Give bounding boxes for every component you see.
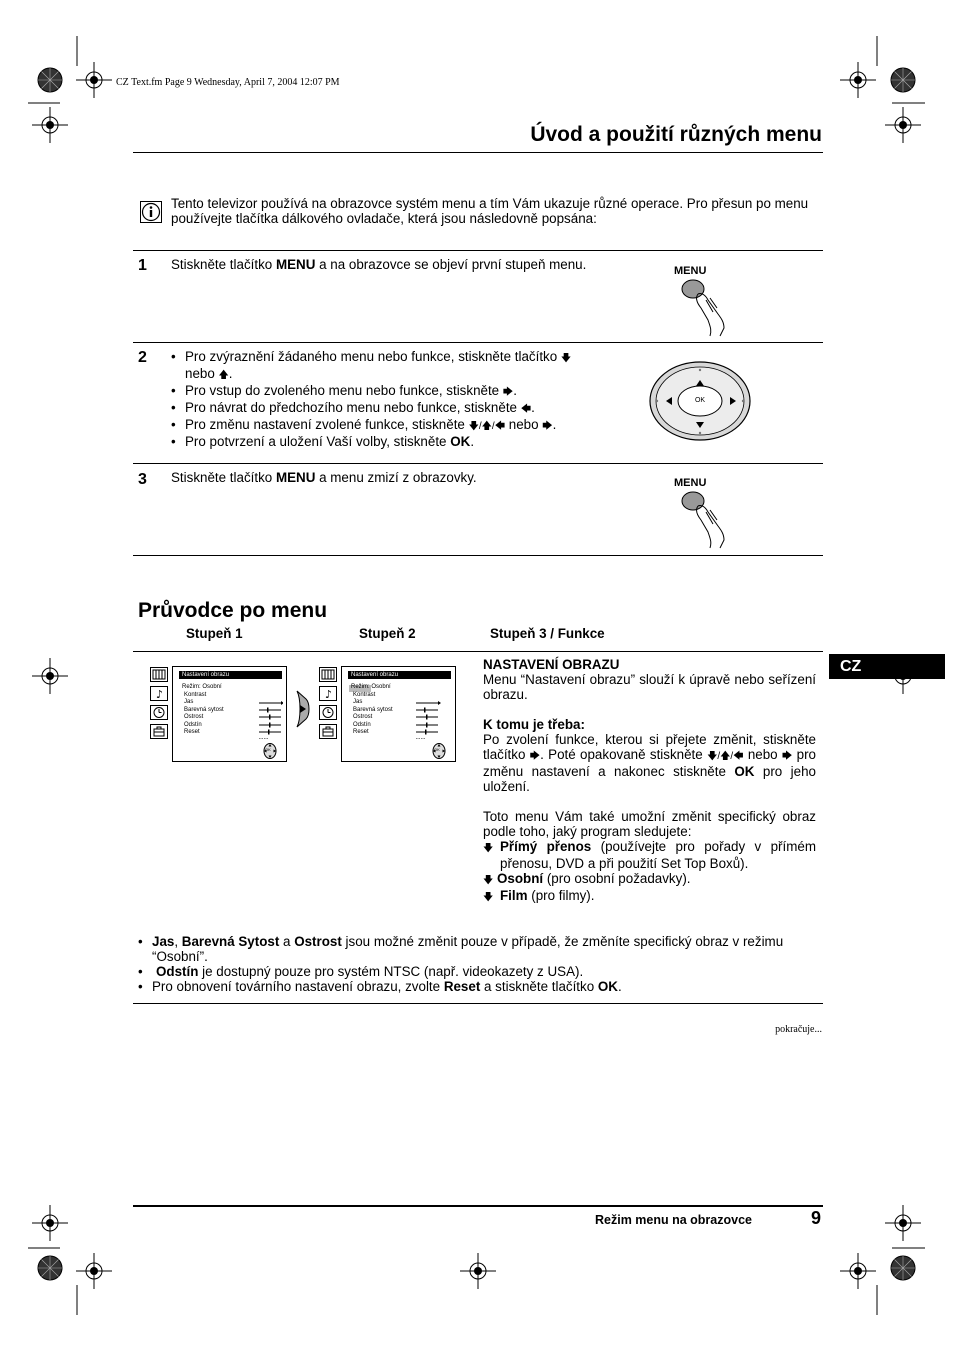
svg-text:♪: ♪ <box>156 688 164 700</box>
hand-press-menu-icon <box>680 490 732 550</box>
menu-item: Reset <box>184 729 200 735</box>
menu-item: Odstín <box>353 721 371 728</box>
column-header: Stupeň 2 <box>359 626 416 641</box>
menu-item: Kontrast <box>353 691 376 698</box>
note-item: • Pro obnovení továrního nastavení obrazu, zvolte Reset a stiskněte tlačítko OK. <box>138 979 818 994</box>
notes <box>138 934 818 994</box>
menu-sliders <box>257 684 283 739</box>
menu-item: Kontrast <box>184 691 207 698</box>
howto-title: K tomu je třeba: <box>483 717 585 732</box>
ok-mini-label: OK <box>434 747 440 752</box>
bullet-item: • Pro zvýraznění žádaného menu nebo funkce, stiskněte tlačítko 🡇 nebo 🡅. <box>171 349 601 383</box>
picture-icon <box>319 667 337 682</box>
bullet-item: • Pro potvrzení a uložení Vaší volby, stiskněte OK. <box>171 434 601 449</box>
menu-panel <box>172 666 287 762</box>
page-number: 9 <box>811 1208 822 1228</box>
menu-panel <box>341 666 456 762</box>
language-tab: CZ <box>829 654 945 679</box>
sound-icon <box>319 686 337 701</box>
menu-item: Barevná sytost <box>184 706 224 713</box>
menu-title: Nastavení obrazu <box>348 671 451 679</box>
title-rule <box>133 152 823 153</box>
note-item: • Jas, Barevná Sytost a Ostrost jsou možné změnit pouze v případě, že změníte specifický obraz v režimu “Osobní”. <box>138 934 818 964</box>
picture-settings-section <box>483 657 816 905</box>
divider <box>133 463 823 464</box>
setup-icon <box>319 724 337 739</box>
step-number: 3 <box>138 471 147 488</box>
divider <box>133 555 823 556</box>
picture-icon <box>150 667 168 682</box>
timer-icon <box>319 705 337 720</box>
continued-note: pokračuje... <box>775 1024 822 1035</box>
menu-item: Reset <box>353 729 369 735</box>
column-header: Stupeň 3 / Funkce <box>490 626 605 641</box>
menu-title: Nastavení obrazu <box>179 671 282 679</box>
timer-icon <box>150 705 168 720</box>
column-header: Stupeň 1 <box>186 626 243 641</box>
menu-button-label: MENU <box>674 477 707 489</box>
guide-title: Průvodce po menu <box>138 599 328 622</box>
note-item: • Odstín je dostupný pouze pro systém NTSC (např. videokazety z USA). <box>138 964 818 979</box>
menu-sliders <box>414 684 442 739</box>
menu-item: Režim: Osobní <box>182 684 222 690</box>
section-text: Menu “Nastavení obrazu” slouží k úpravě nebo seřízení obrazu. <box>483 672 816 702</box>
intro-text: Tento televizor používá na obrazovce systém menu a tím Vám ukazuje různé operace. Pro přesun po menu používejte tlačítka dálkového ovladače, která jsou následovně popsána: <box>171 196 809 226</box>
svg-text:♪: ♪ <box>325 688 333 700</box>
step-number: 2 <box>138 349 147 366</box>
section-title: NASTAVENÍ OBRAZU <box>483 657 620 672</box>
modes-intro: Toto menu Vám také umožní změnit specifický obraz podle toho, jaký program sledujete: <box>483 809 816 839</box>
divider <box>133 651 823 652</box>
step-1-text: Stiskněte tlačítko MENU a na obrazovce se objeví první stupeň menu. <box>171 257 587 272</box>
footer-rule <box>133 1205 823 1207</box>
menu-item: Režim: Osobní <box>351 684 391 690</box>
bullet-item: • Pro změnu nastavení zvolené funkce, stiskněte 🡇/🡅/🡄 nebo 🡆. <box>171 417 601 434</box>
ok-mini-label: OK <box>265 747 271 752</box>
step-2-bullets <box>171 349 601 449</box>
mode-item: 🡇 Přímý přenos (používejte pro pořady v přímém přenosu, DVD a při použití Set Top Boxů). <box>483 839 816 871</box>
step-3-text: Stiskněte tlačítko MENU a menu zmizí z obrazovky. <box>171 470 477 485</box>
menu-item: Jas <box>353 699 363 705</box>
menu-item: Barevná sytost <box>353 706 393 713</box>
bullet-item: • Pro vstup do zvoleného menu nebo funkce, stiskněte 🡆. <box>171 383 601 400</box>
menu-item: Ostrost <box>353 714 373 720</box>
print-header: CZ Text.fm Page 9 Wednesday, April 7, 2004 12:07 PM <box>116 77 340 88</box>
divider <box>133 342 823 343</box>
ok-label: OK <box>694 397 706 404</box>
menu-item: Jas <box>184 699 194 705</box>
hand-press-menu-icon <box>680 278 732 338</box>
step-number: 1 <box>138 257 147 274</box>
sound-icon <box>150 686 168 701</box>
divider <box>133 1003 823 1004</box>
menu-button-label: MENU <box>674 265 707 277</box>
divider <box>133 250 823 251</box>
howto-text: Po zvolení funkce, kterou si přejete změnit, stiskněte tlačítko 🡆. Poté opakovaně stiskněte 🡇/🡅/🡄 nebo 🡆 pro změnu nastavení a nakonec stiskněte OK pro jeho uložení. <box>483 732 816 794</box>
page-title: Úvod a použití různých menu <box>530 123 822 146</box>
setup-icon <box>150 724 168 739</box>
footer-section: Režim menu na obrazovce <box>595 1213 752 1227</box>
mode-item: 🡇 Osobní (pro osobní požadavky). <box>483 871 691 886</box>
arrow-right-icon <box>294 689 312 729</box>
bullet-item: • Pro návrat do předchozího menu nebo funkce, stiskněte 🡄. <box>171 400 601 417</box>
menu-item: Odstín <box>184 721 202 728</box>
mode-item: 🡇 Film (pro filmy). <box>483 888 595 903</box>
info-icon <box>140 201 162 223</box>
menu-item: Ostrost <box>184 714 204 720</box>
